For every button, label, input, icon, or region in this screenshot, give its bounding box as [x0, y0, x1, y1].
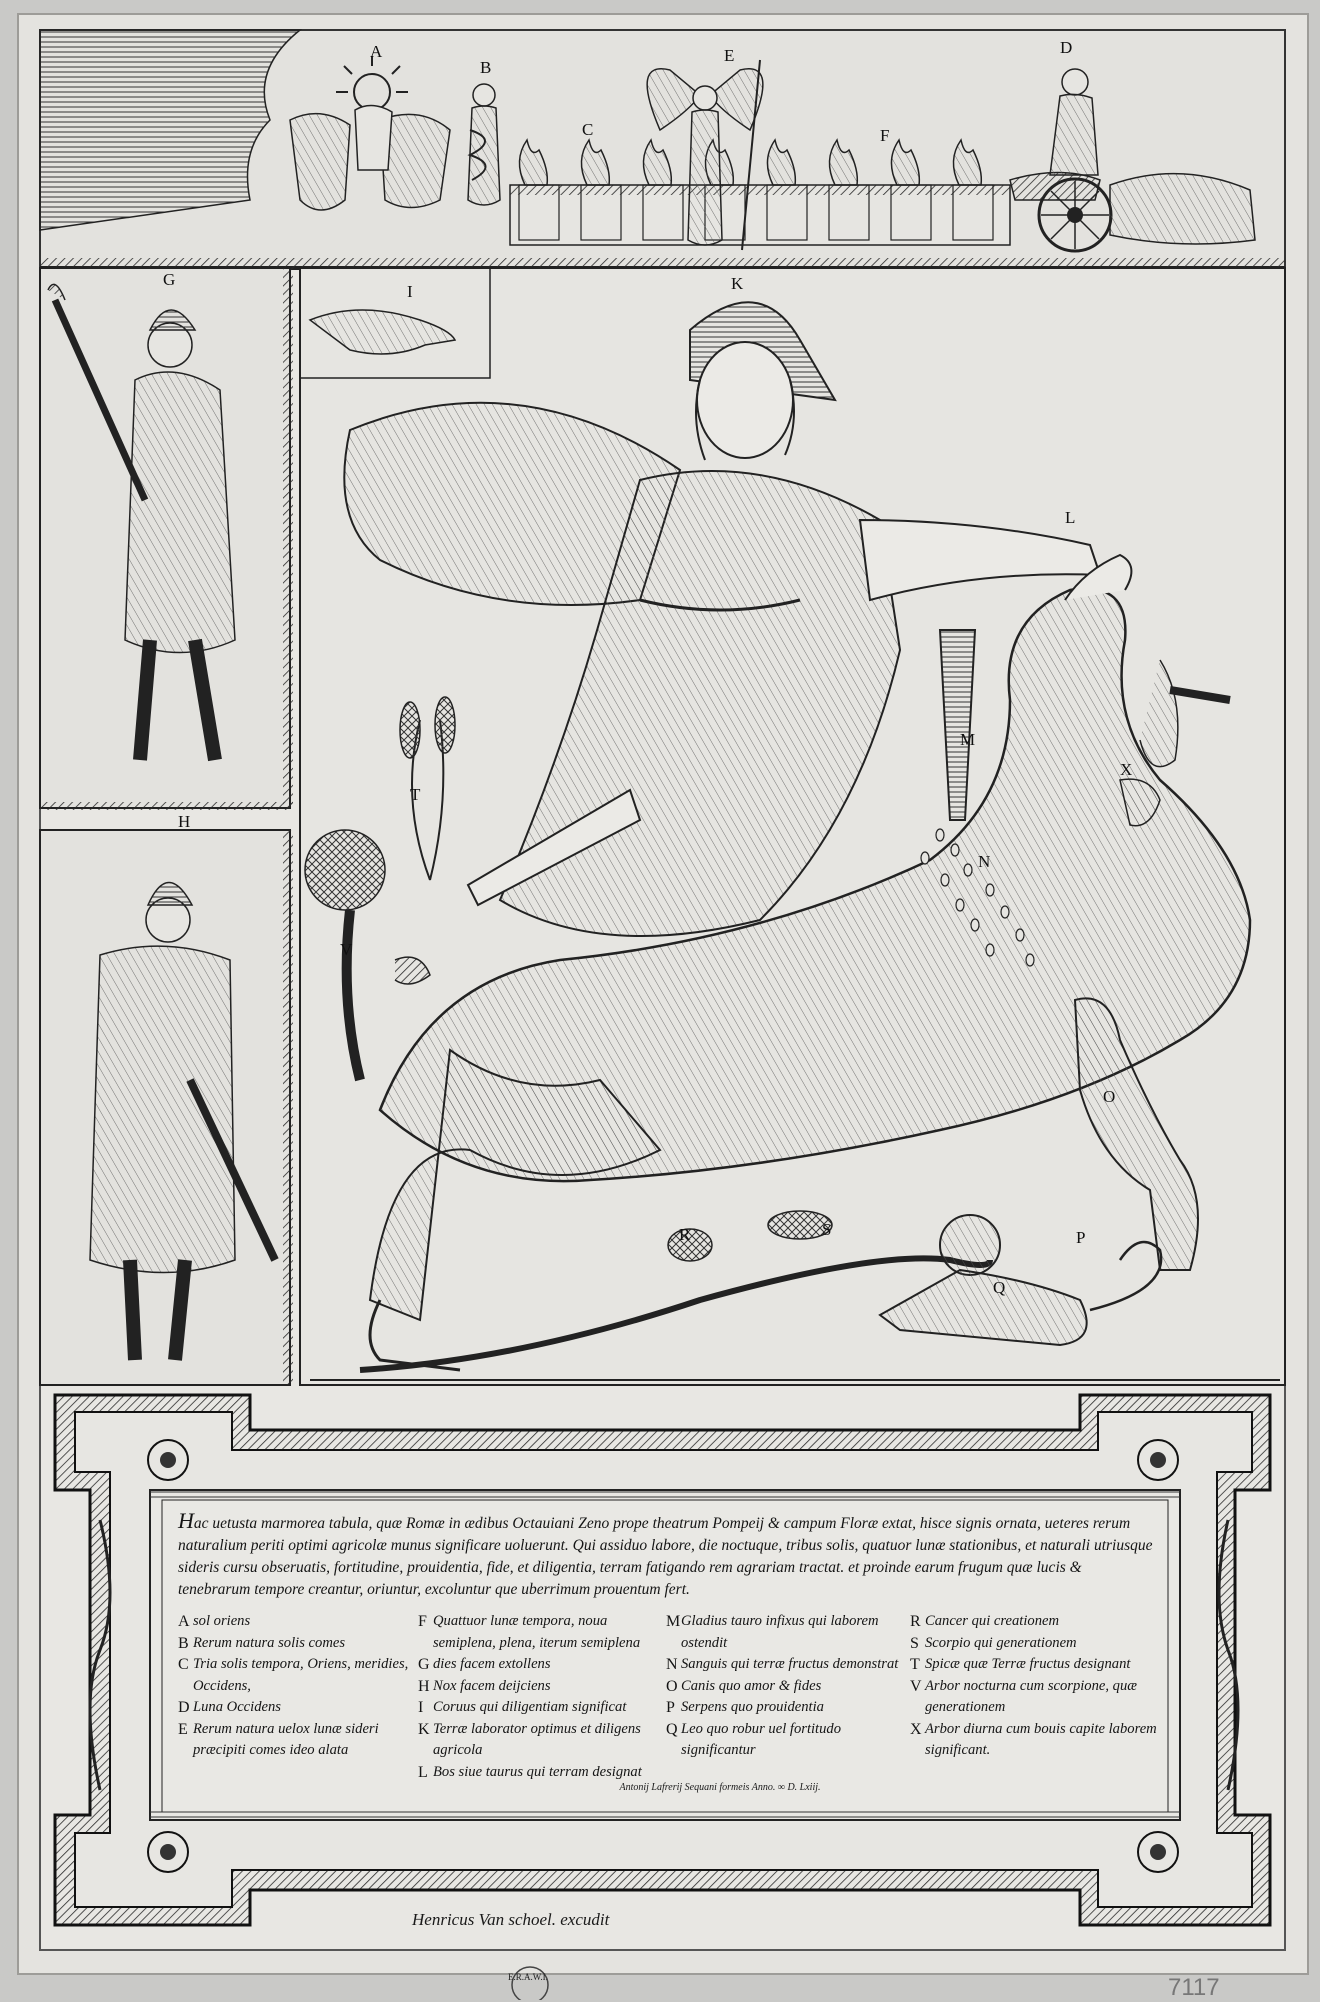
blood-drop	[1026, 954, 1034, 966]
label-n: N	[978, 852, 991, 871]
legend-description: Scorpio qui generationem	[925, 1634, 1077, 1651]
legend-column	[666, 1611, 906, 1783]
legend-item	[666, 1654, 906, 1676]
blood-drop	[971, 919, 979, 931]
legend-item	[178, 1719, 414, 1762]
corner-boss	[148, 1832, 188, 1872]
legend-description: Rerum natura solis comes	[193, 1634, 346, 1651]
legend-key: K	[418, 1720, 430, 1738]
legend-description: sol oriens	[193, 1613, 251, 1629]
blood-drop	[964, 864, 972, 876]
corner-boss	[1138, 1832, 1178, 1872]
legend-item	[418, 1762, 662, 1784]
legend-key: X	[910, 1720, 922, 1738]
top-frieze	[40, 30, 1285, 268]
label-a: A	[370, 42, 383, 61]
legend-description: Arbor nocturna cum scorpione, quæ generationem	[925, 1677, 1138, 1715]
blood-drop	[921, 852, 929, 864]
label-f: F	[880, 126, 890, 145]
legend-item	[910, 1654, 1160, 1676]
legend-key: Q	[666, 1720, 678, 1738]
legend-description: Arbor diurna cum bouis capite laborem significant.	[925, 1720, 1157, 1758]
blood-drop	[941, 874, 949, 886]
legend-description: Cancer qui creationem	[925, 1613, 1060, 1629]
legend-column	[910, 1611, 1160, 1783]
legend-description: Bos siue taurus qui terram designat	[433, 1763, 642, 1780]
altars-row	[510, 185, 1010, 245]
legend-description: Coruus qui diligentiam significat	[433, 1699, 627, 1715]
legend-item	[910, 1676, 1160, 1719]
legend-item	[178, 1633, 414, 1655]
legend-key: I	[418, 1699, 424, 1716]
main-scene	[300, 268, 1285, 1385]
blood-drop	[986, 884, 994, 896]
legend-item	[666, 1697, 906, 1719]
legend-item	[666, 1611, 906, 1654]
label-m: M	[960, 730, 976, 749]
legend-item	[178, 1697, 414, 1719]
legend-description: Quattuor lunæ tempora, noua semiplena, plena, iterum semiplena	[433, 1613, 641, 1651]
legend-key: N	[666, 1656, 678, 1673]
legend-item	[910, 1633, 1160, 1655]
label-v: V	[340, 940, 353, 959]
legend-item	[418, 1611, 662, 1654]
label-l: L	[1065, 508, 1076, 527]
legend-column	[418, 1611, 662, 1783]
label-q: Q	[993, 1278, 1006, 1297]
blood-drop	[986, 944, 994, 956]
legend-item	[178, 1654, 414, 1697]
legend-key: C	[178, 1656, 189, 1673]
legend-item	[418, 1719, 662, 1762]
label-o: O	[1103, 1087, 1116, 1106]
label-g: G	[163, 270, 176, 289]
legend-item	[418, 1676, 662, 1698]
legend-key: V	[910, 1677, 922, 1695]
legend-key: S	[910, 1634, 919, 1652]
caption-panel	[178, 1508, 1157, 1800]
label-b: B	[480, 58, 492, 77]
legend-description: Leo quo robur uel fortitudo significantur	[681, 1720, 841, 1758]
blood-drop	[1016, 929, 1024, 941]
legend-description: Spicæ quæ Terræ fructus designant	[925, 1656, 1131, 1672]
publisher-line: Henricus Van schoel. excudit	[412, 1910, 610, 1929]
legend-description: Luna Occidens	[193, 1699, 281, 1715]
label-x: X	[1120, 760, 1133, 779]
legend-description: Canis quo amor & fides	[681, 1677, 822, 1694]
legend	[178, 1611, 1157, 1783]
collection-stamp: E.R.A.W.I.	[508, 1972, 548, 1982]
blood-drop	[936, 829, 944, 841]
legend-item	[910, 1611, 1160, 1633]
corner-boss	[1138, 1440, 1178, 1480]
legend-item	[666, 1676, 906, 1698]
legend-key: H	[418, 1677, 430, 1695]
blood-drop	[951, 844, 959, 856]
legend-key: B	[178, 1634, 189, 1652]
legend-item	[418, 1654, 662, 1676]
label-k: K	[731, 274, 744, 293]
caption-intro: Hac uetusta marmorea tabula, quæ Romæ in ædibus Octauiani Zeno prope theatrum Pompeij & campum Floræ extat, hisce signis ornata, ueteres rerum naturalium periti optimi agricolæ munus significare uoluerunt. Qui assiduo labore, die noctuque, tribus solis, quatuor lunæ stationibus, et naturali utriusque sideris cursu obseruatis, fortitudine, prouidentia, fide, et diligentia, terram fatigando rem agrariam tractat. et proinde earum frugum quæ lucis & tenebrarum tempore creantur, oriuntur, excoluntur que uberrimum prouentum fert.	[178, 1508, 1153, 1598]
legend-item	[910, 1719, 1160, 1762]
label-s: S	[822, 1220, 832, 1239]
label-c: C	[582, 120, 594, 139]
legend-key: F	[418, 1613, 427, 1630]
legend-description: Gladius tauro infixus qui laborem ostendit	[681, 1613, 879, 1651]
pencil-number: 7117	[1168, 1974, 1220, 2001]
legend-item	[178, 1611, 414, 1633]
legend-column	[178, 1611, 414, 1783]
legend-item	[418, 1697, 662, 1719]
blood-drop	[956, 899, 964, 911]
label-d: D	[1060, 38, 1073, 57]
label-e: E	[724, 46, 735, 65]
panel-g	[40, 268, 293, 810]
blood-drop	[1001, 906, 1009, 918]
legend-key: R	[910, 1613, 921, 1630]
label-t: T	[410, 785, 421, 804]
legend-description: Nox facem deijciens	[433, 1677, 551, 1694]
legend-key: L	[418, 1763, 428, 1781]
label-i: I	[407, 282, 413, 301]
legend-key: O	[666, 1677, 678, 1695]
legend-key: P	[666, 1699, 675, 1716]
legend-key: E	[178, 1720, 188, 1738]
legend-description: dies facem extollens	[433, 1656, 551, 1672]
printer-line: Antonij Lafrerij Sequani formeis Anno. ∞ D. Lxiij.	[619, 1782, 821, 1793]
legend-key: A	[178, 1613, 190, 1630]
label-p: P	[1076, 1228, 1086, 1247]
legend-item	[666, 1719, 906, 1762]
legend-description: Rerum natura uelox lunæ sideri præcipiti comes ideo alata	[193, 1720, 379, 1758]
legend-description: Serpens quo prouidentia	[681, 1699, 824, 1715]
corner-boss	[148, 1440, 188, 1480]
legend-key: G	[418, 1656, 430, 1673]
legend-description: Tria solis tempora, Oriens, meridies, Occidens,	[193, 1656, 409, 1694]
legend-key: T	[910, 1656, 920, 1673]
label-r: R	[679, 1225, 691, 1244]
legend-description: Terræ laborator optimus et diligens agricola	[433, 1720, 641, 1758]
legend-description: Sanguis qui terræ fructus demonstrat	[681, 1656, 899, 1672]
legend-key: D	[178, 1699, 190, 1716]
panel-h	[40, 830, 293, 1385]
legend-key: M	[666, 1613, 681, 1630]
label-h: H	[178, 812, 191, 831]
